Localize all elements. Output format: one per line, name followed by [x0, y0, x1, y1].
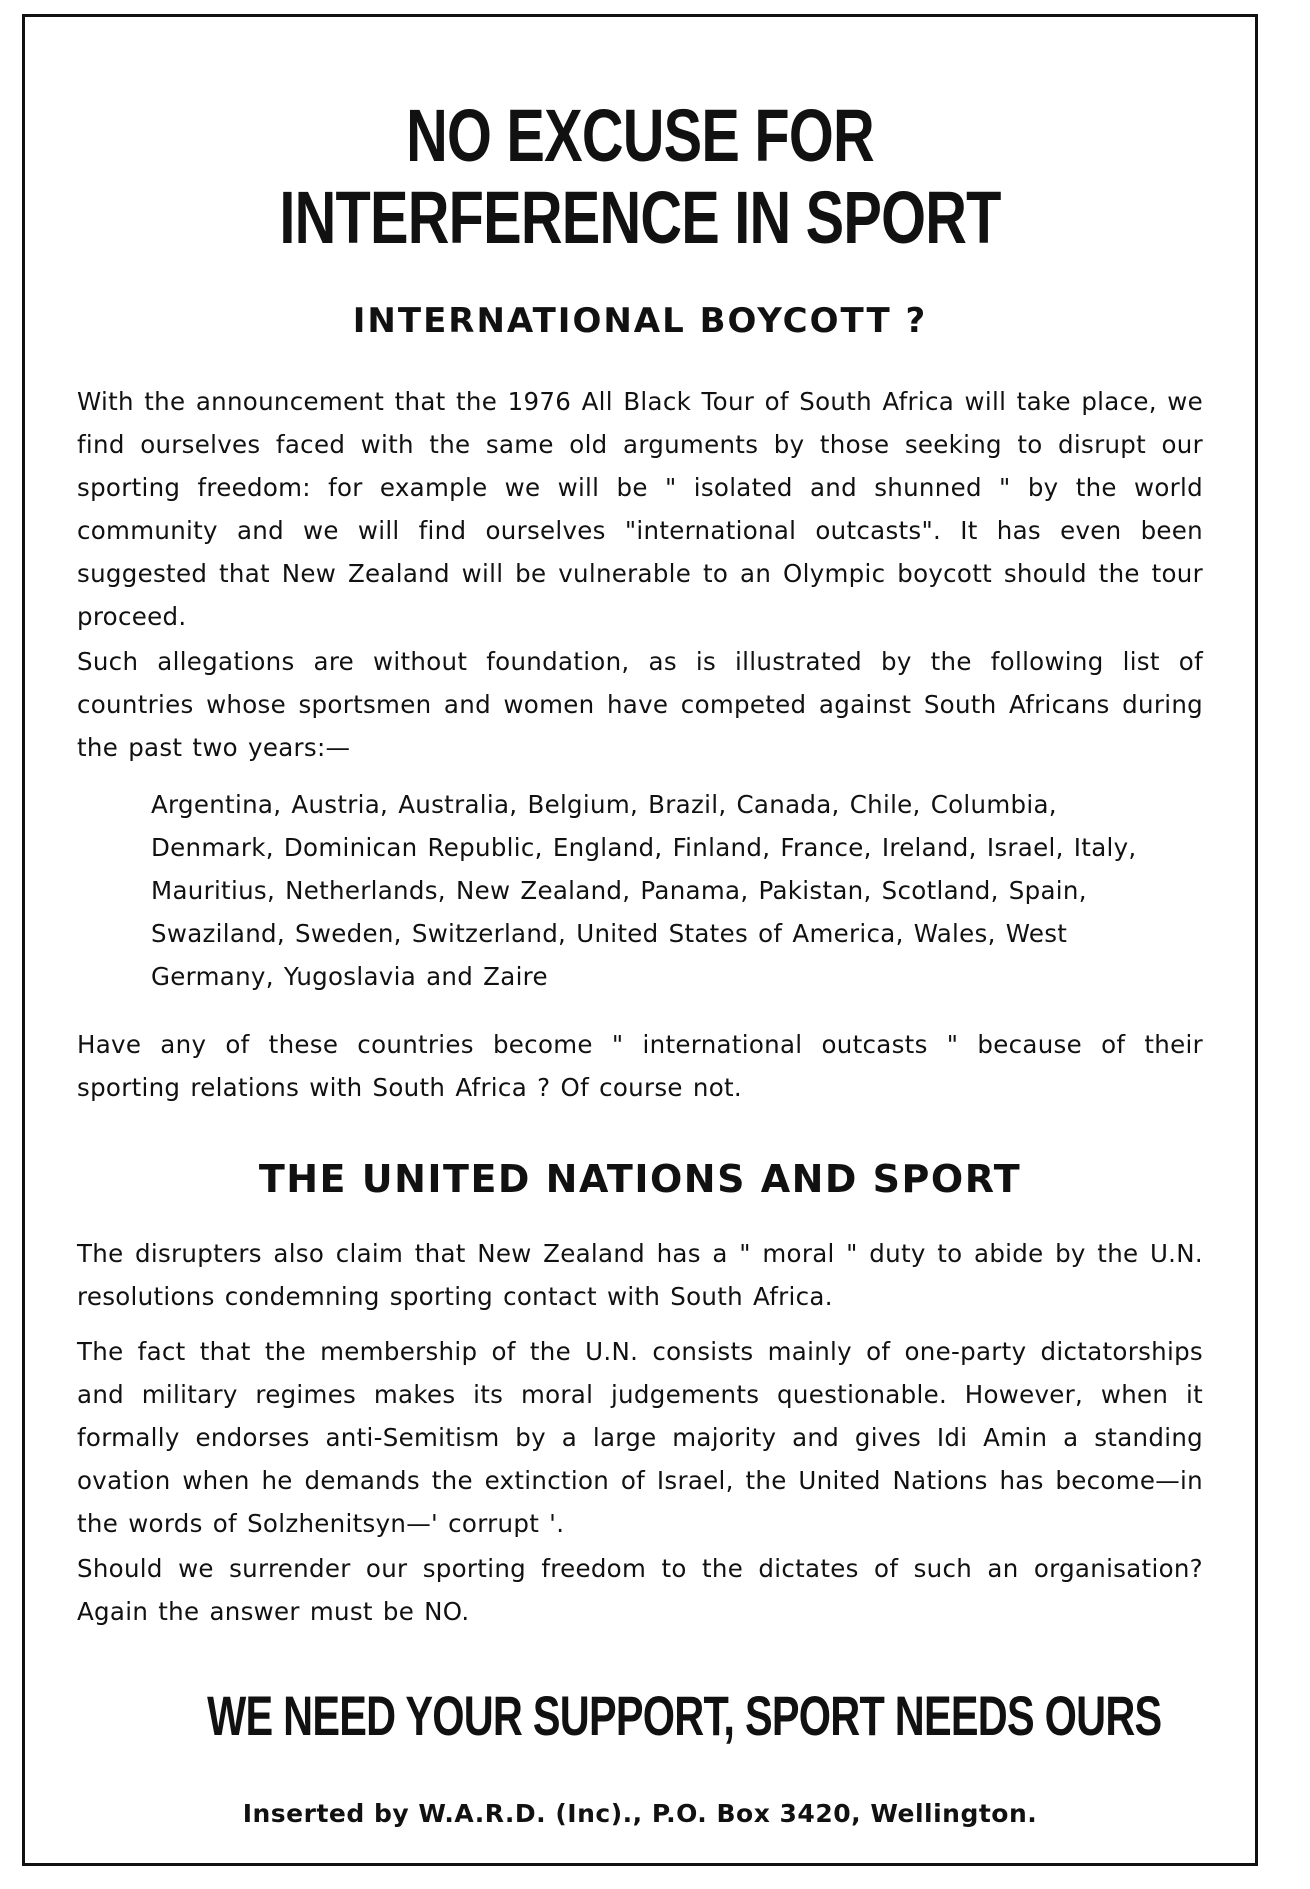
advertisement-frame	[22, 14, 1258, 1866]
paragraph-outcasts-question: Have any of these countries become " international outcasts " because of their sporting relations with South Africa ? Of course not.	[77, 1030, 1203, 1102]
headline-line-1: NO EXCUSE FOR	[406, 94, 874, 177]
country-list: Argentina, Austria, Australia, Belgium, Brazil, Canada, Chile, Columbia, Denmark, Dominican Republic, England, Finland, France, Ireland, Israel, Italy, Mauritius, Netherlands, New Zealand, Panama, Pakistan, Scotland, Spain, Swaziland, Sweden, Switzerland, United States of America, Wales, West Germany, Yugoslavia and Zaire	[151, 790, 1137, 991]
section-heading-united-nations: THE UNITED NATIONS AND SPORT	[258, 1157, 1022, 1201]
section-heading-boycott: INTERNATIONAL BOYCOTT ?	[352, 301, 928, 341]
paragraph-un-membership: The fact that the membership of the U.N. consists mainly of one-party dictatorships and military regimes makes its moral judgements questionable. However, when it formally endorses anti-Semitism by a large majority and gives Idi Amin a standing ovation when he demands the extinction of Israel, the United Nations has become—in the words of Solzhenitsyn—' corrupt '.	[77, 1337, 1203, 1538]
paragraph-announcement: With the announcement that the 1976 All Black Tour of South Africa will take place, we find ourselves faced with the same old arguments by those seeking to disrupt our sporting freedom: for example we will be " isolated and shunned " by the world community and we will find ourselves "international outcasts". It has even been suggested that New Zealand will be vulnerable to an Olympic boycott should the tour proceed.	[77, 387, 1203, 631]
slogan: WE NEED YOUR SUPPORT, SPORT NEEDS OURS	[207, 1684, 1162, 1747]
paragraph-surrender-question: Should we surrender our sporting freedom to the dictates of such an organisation? Again the answer must be NO.	[77, 1554, 1203, 1626]
paragraph-allegations: Such allegations are without foundation, as is illustrated by the following list of countries whose sportsmen and women have competed against South Africans during the past two years:—	[77, 647, 1203, 762]
headline	[184, 95, 1097, 259]
paragraph-moral-duty: The disrupters also claim that New Zealand has a " moral " duty to abide by the U.N. resolutions condemning sporting contact with South Africa.	[77, 1239, 1203, 1311]
headline-line-2: INTERFERENCE IN SPORT	[279, 176, 1001, 259]
insertion-credit: Inserted by W.A.R.D. (Inc)., P.O. Box 3420, Wellington.	[242, 1799, 1038, 1828]
